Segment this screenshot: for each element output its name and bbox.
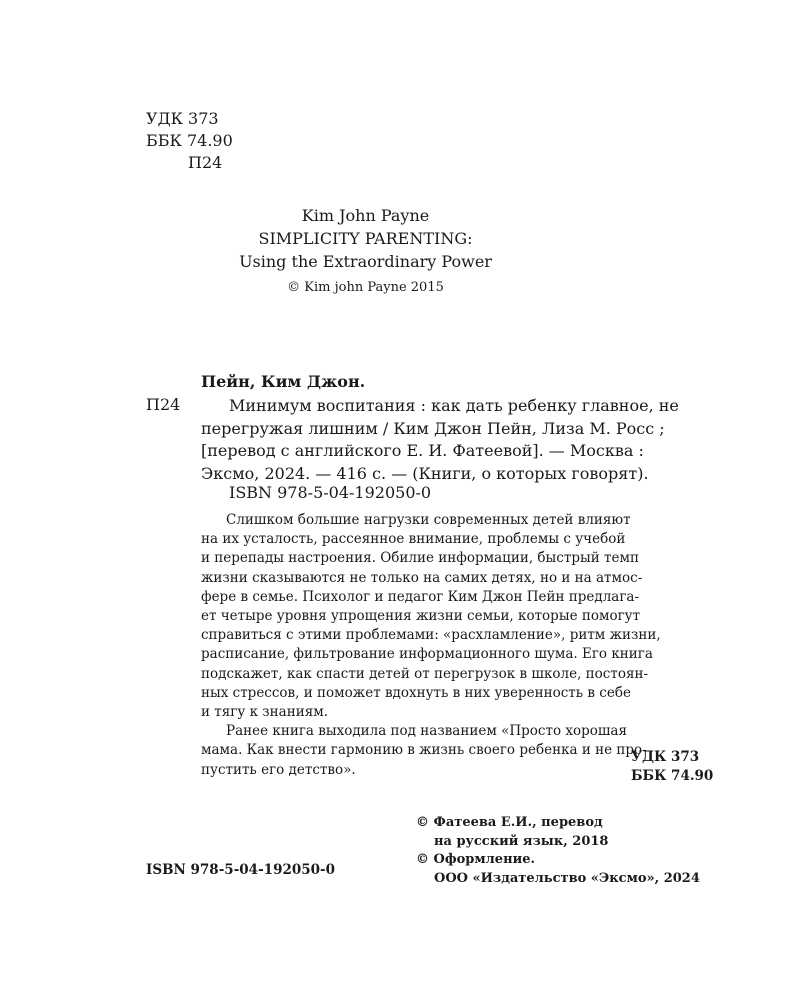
annotation-line: Слишком большие нагрузки современных детей влияют	[226, 512, 631, 528]
description-line: перегружая лишним / Ким Джон Пейн, Лиза М. Росс ;	[201, 418, 665, 438]
bibliographic-description	[201, 395, 679, 485]
udk-code: УДК 373	[146, 109, 219, 128]
bbk-code: ББК 74.90	[146, 131, 233, 150]
annotation-line: на их усталость, рассеянное внимание, проблемы с учебой	[201, 531, 626, 548]
classification-codes	[146, 108, 233, 174]
annotation-line: жизни сказываются не только на самих детях, но и на атмос-	[201, 569, 643, 586]
description-line: [перевод с английского Е. И. Фатеевой]. — Москва :	[201, 441, 644, 460]
annotation-line: мама. Как внести гармонию в жизнь своего ребенка и не про-	[201, 742, 647, 759]
author-mark: П24	[188, 153, 223, 172]
annotation-line: ет четыре уровня упрощения жизни семьи, которые помогут	[201, 608, 641, 625]
annotation-line: Ранее книга выходила под названием «Просто хорошая	[226, 723, 627, 740]
original-edition-block	[0, 204, 731, 273]
rights-line: ООО «Издательство «Эксмо», 2024	[434, 870, 700, 886]
annotation-line: справиться с этими проблемами: «расхламление», ритм жизни,	[201, 627, 661, 644]
rights-line: © Оформление.	[416, 852, 536, 867]
rights-line: © Фатеева Е.И., перевод	[416, 815, 603, 830]
record-heading: Пейн, Ким Джон.	[201, 372, 366, 391]
annotation-line: ных стрессов, и поможет вдохнуть в них уверенность в себе	[201, 684, 631, 701]
original-author: Kim John Payne	[301, 206, 430, 225]
original-subtitle: Using the Extraordinary Power	[239, 252, 492, 271]
annotation	[201, 511, 661, 780]
copyright-notice	[416, 814, 700, 888]
rights-line: на русский язык, 2018	[434, 833, 609, 849]
annotation-line: и тягу к знаниям.	[201, 704, 329, 721]
annotation-line: пустить его детство».	[201, 761, 356, 778]
annotation-line: подскажет, как спасти детей от перегрузок в школе, постоян-	[201, 665, 649, 682]
footer-bbk-code: ББК 74.90	[631, 768, 714, 784]
record-author-mark: П24	[146, 395, 181, 414]
original-title: SIMPLICITY PARENTING:	[258, 229, 473, 248]
record-isbn: ISBN 978-5-04-192050-0	[229, 483, 432, 502]
footer-isbn: ISBN 978-5-04-192050-0	[146, 862, 336, 878]
annotation-line: и перепады настроения. Обилие информации, быстрый темп	[201, 550, 639, 567]
original-copyright: © Kim john Payne 2015	[287, 280, 444, 295]
footer-codes	[631, 748, 713, 786]
annotation-line: расписание, фильтрование информационного шума. Его книга	[201, 646, 653, 663]
footer-udk-code: УДК 373	[631, 749, 700, 765]
description-line: Эксмо, 2024. — 416 с. — (Книги, о которых говорят).	[201, 463, 649, 483]
annotation-line: фере в семье. Психолог и педагог Ким Джон Пейн предлага-	[201, 588, 640, 605]
description-line: Минимум воспитания : как дать ребенку главное, не	[229, 396, 679, 415]
